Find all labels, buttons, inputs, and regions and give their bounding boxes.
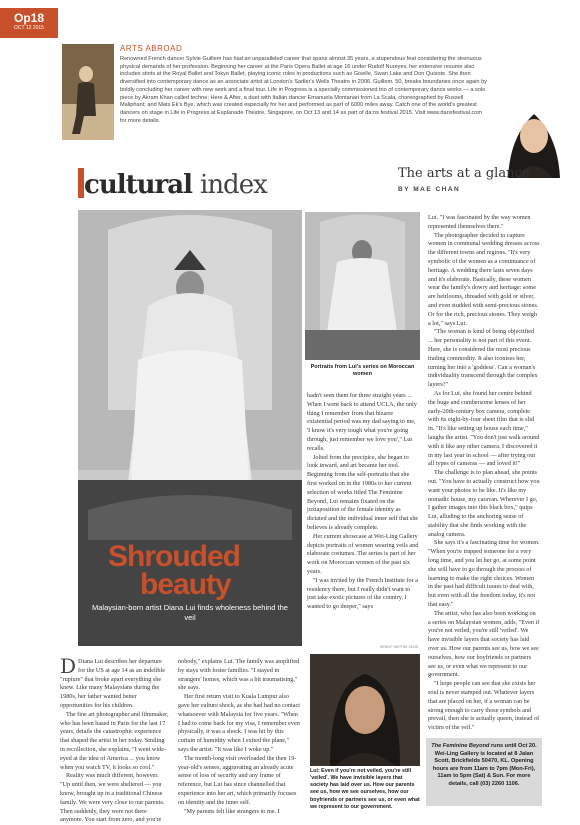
paragraph: "The woman is kind of being objectified ... her personality is not part of this event. Here, she is considered the most precious trading commodity. It also iconises her, turning her into a 'goddess'. Can a woman's individuality transcend through the complex layers?" <box>428 328 538 389</box>
info-box-title: The Feminine Beyond <box>431 743 490 749</box>
paragraph: The month-long visit overloaded the then 19-year-old's senses, aggravating an already acute sense of loss of security and any frame of reference, but Lui has since channelled that experience into her art, which primarily focuses on identity and the inner self. <box>178 754 297 806</box>
article-column-1 <box>60 654 170 825</box>
paragraph: "I was invited by the French Institute for a residency there, but I really didn't want to just take exotic pictures of the country. I wanted to go deeper," says <box>307 576 418 611</box>
article-column-4 <box>428 214 540 733</box>
paragraph: Her first return visit to Kuala Lumpur also gave her culture shock, as she had had no contact whatsoever with Malaysia for five years. "When I had to come back for my visa, I remember even physically, it was a shock. I was hit by this curtain of humidity when I exited the plane," says the artist. "It was like I woke up." <box>178 693 300 753</box>
arts-abroad-photo <box>62 44 114 140</box>
arts-abroad-text: Renowned French dancer Sylvie Guillem has had an unparalleled career that spans almost 35 years, a stupendous feat considering the strenuous physical demands of her profession. Beginning her career at the Paris Opera Ballet at age 16 under Rudolf Nureyev, her extensive resume also includes stints at the Royal Ballet and Tokyo Ballet, playing iconic roles in productions such as Giselle, Swan Lake and Don Quixote. She then diversified into contemporary dance as an associate artist at London's Sadler's Wells Theatre in 2006. Guillem, 50, breaks boundaries once again by boldly concluding her career with new work and a final tour. Life in Progress is a specially commissioned trio of contemporary dance works — a solo piece by Akram Khan called techne; Here & After, a duet with Italian dancer Emanuela Montanari from La Scala, choreographed by Russell Maliphant; and Mats Ek's Bye, which was created especially for her and performed as part of 6000 miles away. Catch one of the world's greatest dancers on stage in Life in Progress at Esplanade Theatre, Singapore, on Oct 13 and 14 as part of da:ns festival 2015. Visit www.dansfestival.com for more details. <box>120 56 487 124</box>
section-title-index: index <box>200 170 267 200</box>
standfirst: Malaysian-born artist Diana Lui finds wholeness behind the veil <box>92 603 288 623</box>
info-box <box>426 738 542 806</box>
side-photo-caption: Portraits from Lui's series on Moroccan women <box>310 364 415 378</box>
info-box-text: runs until Oct 20. Wei-Ling Gallery is located at 8 Jalan Scott, Brickfields 50470, KL. Opening hours are from 11am to 7pm (Mon-Fri), 11am to 5pm (Sat) & Sun. For more details, call (03) 2260 1106. <box>432 743 537 787</box>
paragraph: "I hope people can see that she exists her soul is never stamped out. Whatever layers that are placed on her, if a woman can be strong enough to carry those symbols and prevail, then she is actually queen, instead of victim of the veil." <box>428 680 540 732</box>
article-column-2 <box>178 658 300 816</box>
drop-cap: D <box>60 654 77 678</box>
section-title-cultural: cultural <box>84 170 192 200</box>
diana-lui-image <box>310 654 420 766</box>
paragraph: The artist, who has also been working on a series on Malaysian women, adds, "Even if you're not veiled, you're still 'veiled'. We have invisible layers that society has laid over us. How our parents see us, how we see ourselves, how our boyfriends or partners see us, or even what we represent to our government. <box>428 609 540 679</box>
paragraph: nobody," explains Lui. The family was amplified by stays with foster families. "I stayed in strangers' homes, which was a bit traumatising," she says. <box>178 658 300 692</box>
article-column-3 <box>307 392 419 612</box>
arts-abroad-label: ARTS ABROAD <box>120 44 183 53</box>
page-date: OCT 12 2015 <box>14 25 44 31</box>
paragraph: As for Lui, she found her centre behind the huge and cumbersome lenses of her early-20th-century box camera, complete with its eight-by-four sheet film that is slid in. "It's like setting up house each time," laughs the artist. "You don't just walk around with it like any other camera. I discovered it in my last year in school — after trying out all types of cameras — and loved it!" <box>428 389 540 468</box>
paragraph: The fine art photographer and filmmaker, who has been based in Paris for the last 17 years, details the catastrophic experience that shaped the artist in her today. Smiling in recollection, she explains, "I went wide-eyed at the idea of America ... you know when you watch TV, it looks so cool." <box>60 710 169 771</box>
artist-portrait <box>310 654 420 766</box>
byline: BY MAE CHAN <box>398 186 461 193</box>
column-title: The arts at a glance <box>398 166 530 181</box>
seated-woman-image <box>305 212 420 360</box>
paragraph: The challenge is to plan ahead, she points out. "You have to actually construct how you want your photos to be like. It's like my nomadic house, my caravan. Wherever I go, I gather images into this black box," quips Lui, alluding to the anchoring sense of stability that she finds working with the analog camera. <box>428 469 540 538</box>
paragraph: Reality was much different, however. "Up until then, we were sheltered — you know, brought up in a traditional Chinese family. We were very close to our parents. Then suddenly, they were not there anymore. You start from zero, and you're <box>60 772 165 824</box>
paragraph: Her current showcase at Wei-Ling Gallery depicts portraits of women wearing veils and elaborate costumes. The series is part of her work on Moroccan women of the past six years. <box>307 532 419 575</box>
photo-credit: KENNY YAP/THE EDGE <box>380 645 419 649</box>
paragraph-text: Diana Lui describes her departure for the US at age 14 as an indelible "rupture" that broke apart everything she knew. Like many Malaysians during the 1980s, her father wanted better opportunities for his children. <box>60 658 165 709</box>
page-number: Op18 <box>13 11 44 25</box>
side-photo <box>305 212 420 360</box>
paragraph: Jolted from the precipice, she began to look inward, and art became her tool. Beginning from the self-portraits that she first worked on in the 1980s to her current selection of works titled The Feminine Beyond, Lui remains fixated on the juxtaposition of the female identity as dictated and the individual inner self that she believes is already complete. <box>307 453 419 531</box>
paragraph: She says it's a fascinating time for women. "When you're trapped someone for a very long time, and you let her go, at some point she will have to go through the process of learning to make the right choices. Women in the past had difficult issues to deal with, but even with all the freedom today, it's not that easy." <box>428 539 540 609</box>
paragraph <box>60 654 170 711</box>
dancer-image <box>62 44 114 140</box>
portrait-caption: Lui: Even if you're not veiled, you're still 'veiled'. We have invisible layers that society has laid over us. How our parents see us, how we see ourselves, how our boyfriends or partners see us, or even what we represent to our government. <box>310 768 420 810</box>
headline-line-2: beauty <box>140 568 231 601</box>
page-number-tab <box>0 8 58 38</box>
paragraph: "My parents felt like strangers to me. I <box>184 807 280 815</box>
headline-line-1: Shrouded <box>108 540 240 573</box>
paragraph: The photographer decided to capture women in communal wedding dresses across the different towns and regions. "It's very symbolic of the women as a continuance of heritage. A wedding there lasts seven days and it's elaborate. Basically, these women wear the family's dowry and heritage: some are heirlooms, threaded with gold or silver, and even studded with semi-precious stones. Or for the rich, precious stones. They weigh a lot," says Lui. <box>428 231 540 327</box>
paragraph: hadn't seen them for three straight years ... When I went back to attend UCLA, the only thing I remember from that bizarre existential period was my dad saying to me, 'I know it's very tough what you're going through, just remember we love you'," Lui recalls. <box>307 392 417 452</box>
paragraph: Lui. "I was fascinated by the way women represented themselves there." <box>428 214 531 230</box>
